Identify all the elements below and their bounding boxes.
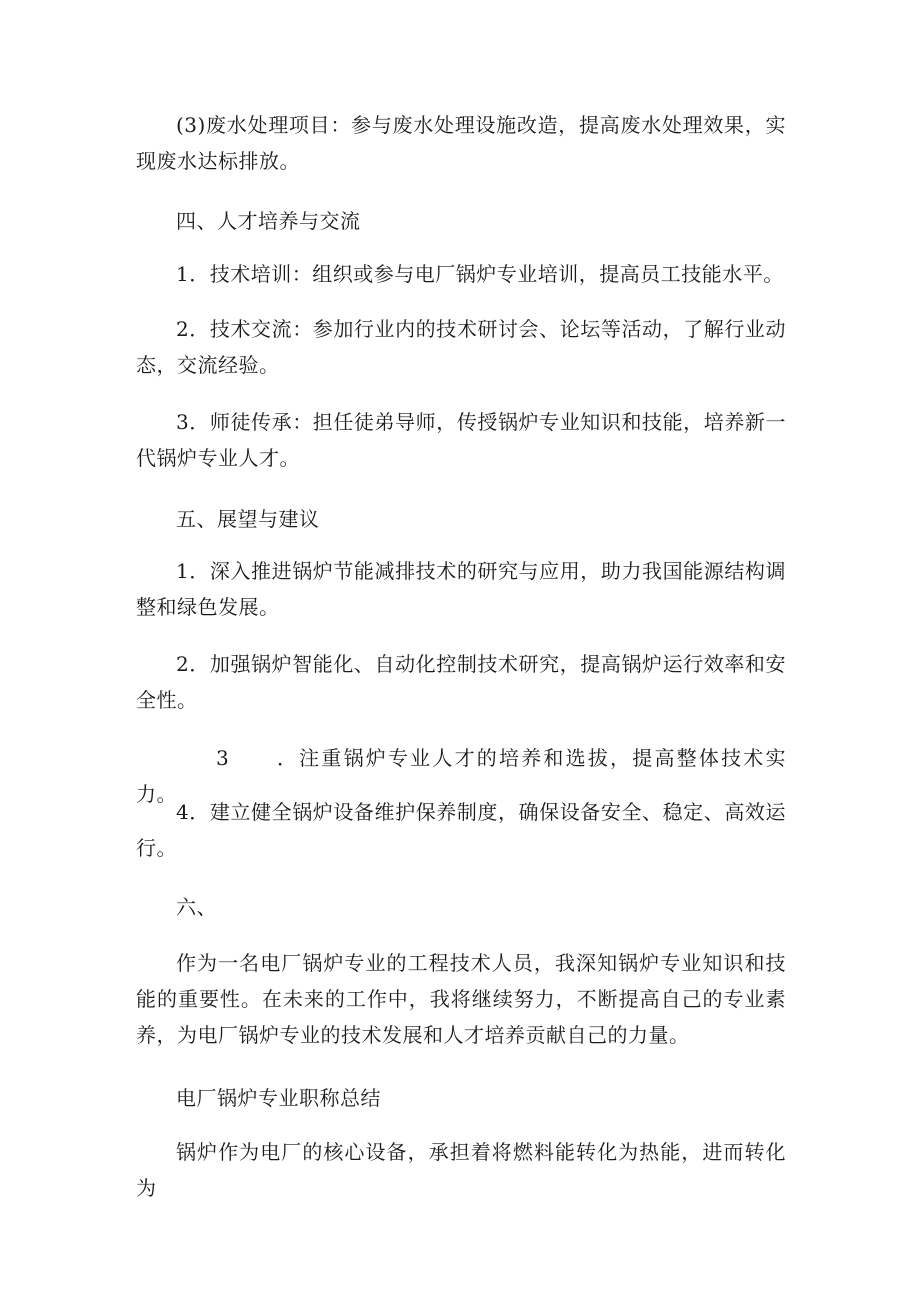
heading-section-6: 六、 [176, 895, 217, 919]
list-item-technical-training: 1．技术培训：组织或参与电厂锅炉专业培训，提高员工技能水平。 [176, 262, 784, 286]
paragraph-conclusion: 作为一名电厂锅炉专业的工程技术人员，我深知锅炉专业知识和技能的重要性。在未来的工作中，我将继续努力，不断提高自己的专业素养，为电厂锅炉专业的技术发展和人才培养贡献自己的力量。 [136, 951, 786, 1047]
heading-section-5: 五、展望与建议 [176, 507, 320, 531]
heading-section-4: 四、人才培养与交流 [176, 209, 361, 233]
list-item-technical-exchange: 2．技术交流：参加行业内的技术研讨会、论坛等活动，了解行业动态，交流经验。 [136, 317, 786, 377]
list-item-mentorship: 3．师徒传承：担任徒弟导师，传授锅炉专业知识和技能，培养新一代锅炉专业人才。 [136, 410, 786, 470]
paragraph-boiler-intro: 锅炉作为电厂的核心设备，承担着将燃料能转化为热能，进而转化为 [136, 1140, 786, 1200]
list-item-number: 3 [216, 746, 230, 770]
list-item-energy-saving: 1．深入推进锅炉节能减排技术的研究与应用，助力我国能源结构调整和绿色发展。 [136, 559, 786, 619]
heading-summary-title: 电厂锅炉专业职称总结 [176, 1086, 381, 1110]
list-item-automation: 2．加强锅炉智能化、自动化控制技术研究，提高锅炉运行效率和安全性。 [136, 652, 786, 712]
list-item-text: ．注重锅炉专业人才的培养和选拔，提高整体技术实力。 [136, 746, 786, 806]
list-item-maintenance-system: 4．建立健全锅炉设备维护保养制度，确保设备安全、稳定、高效运行。 [136, 800, 786, 860]
paragraph-wastewater-project: (3)废水处理项目：参与废水处理设施改造，提高废水处理效果，实现废水达标排放。 [136, 113, 786, 173]
